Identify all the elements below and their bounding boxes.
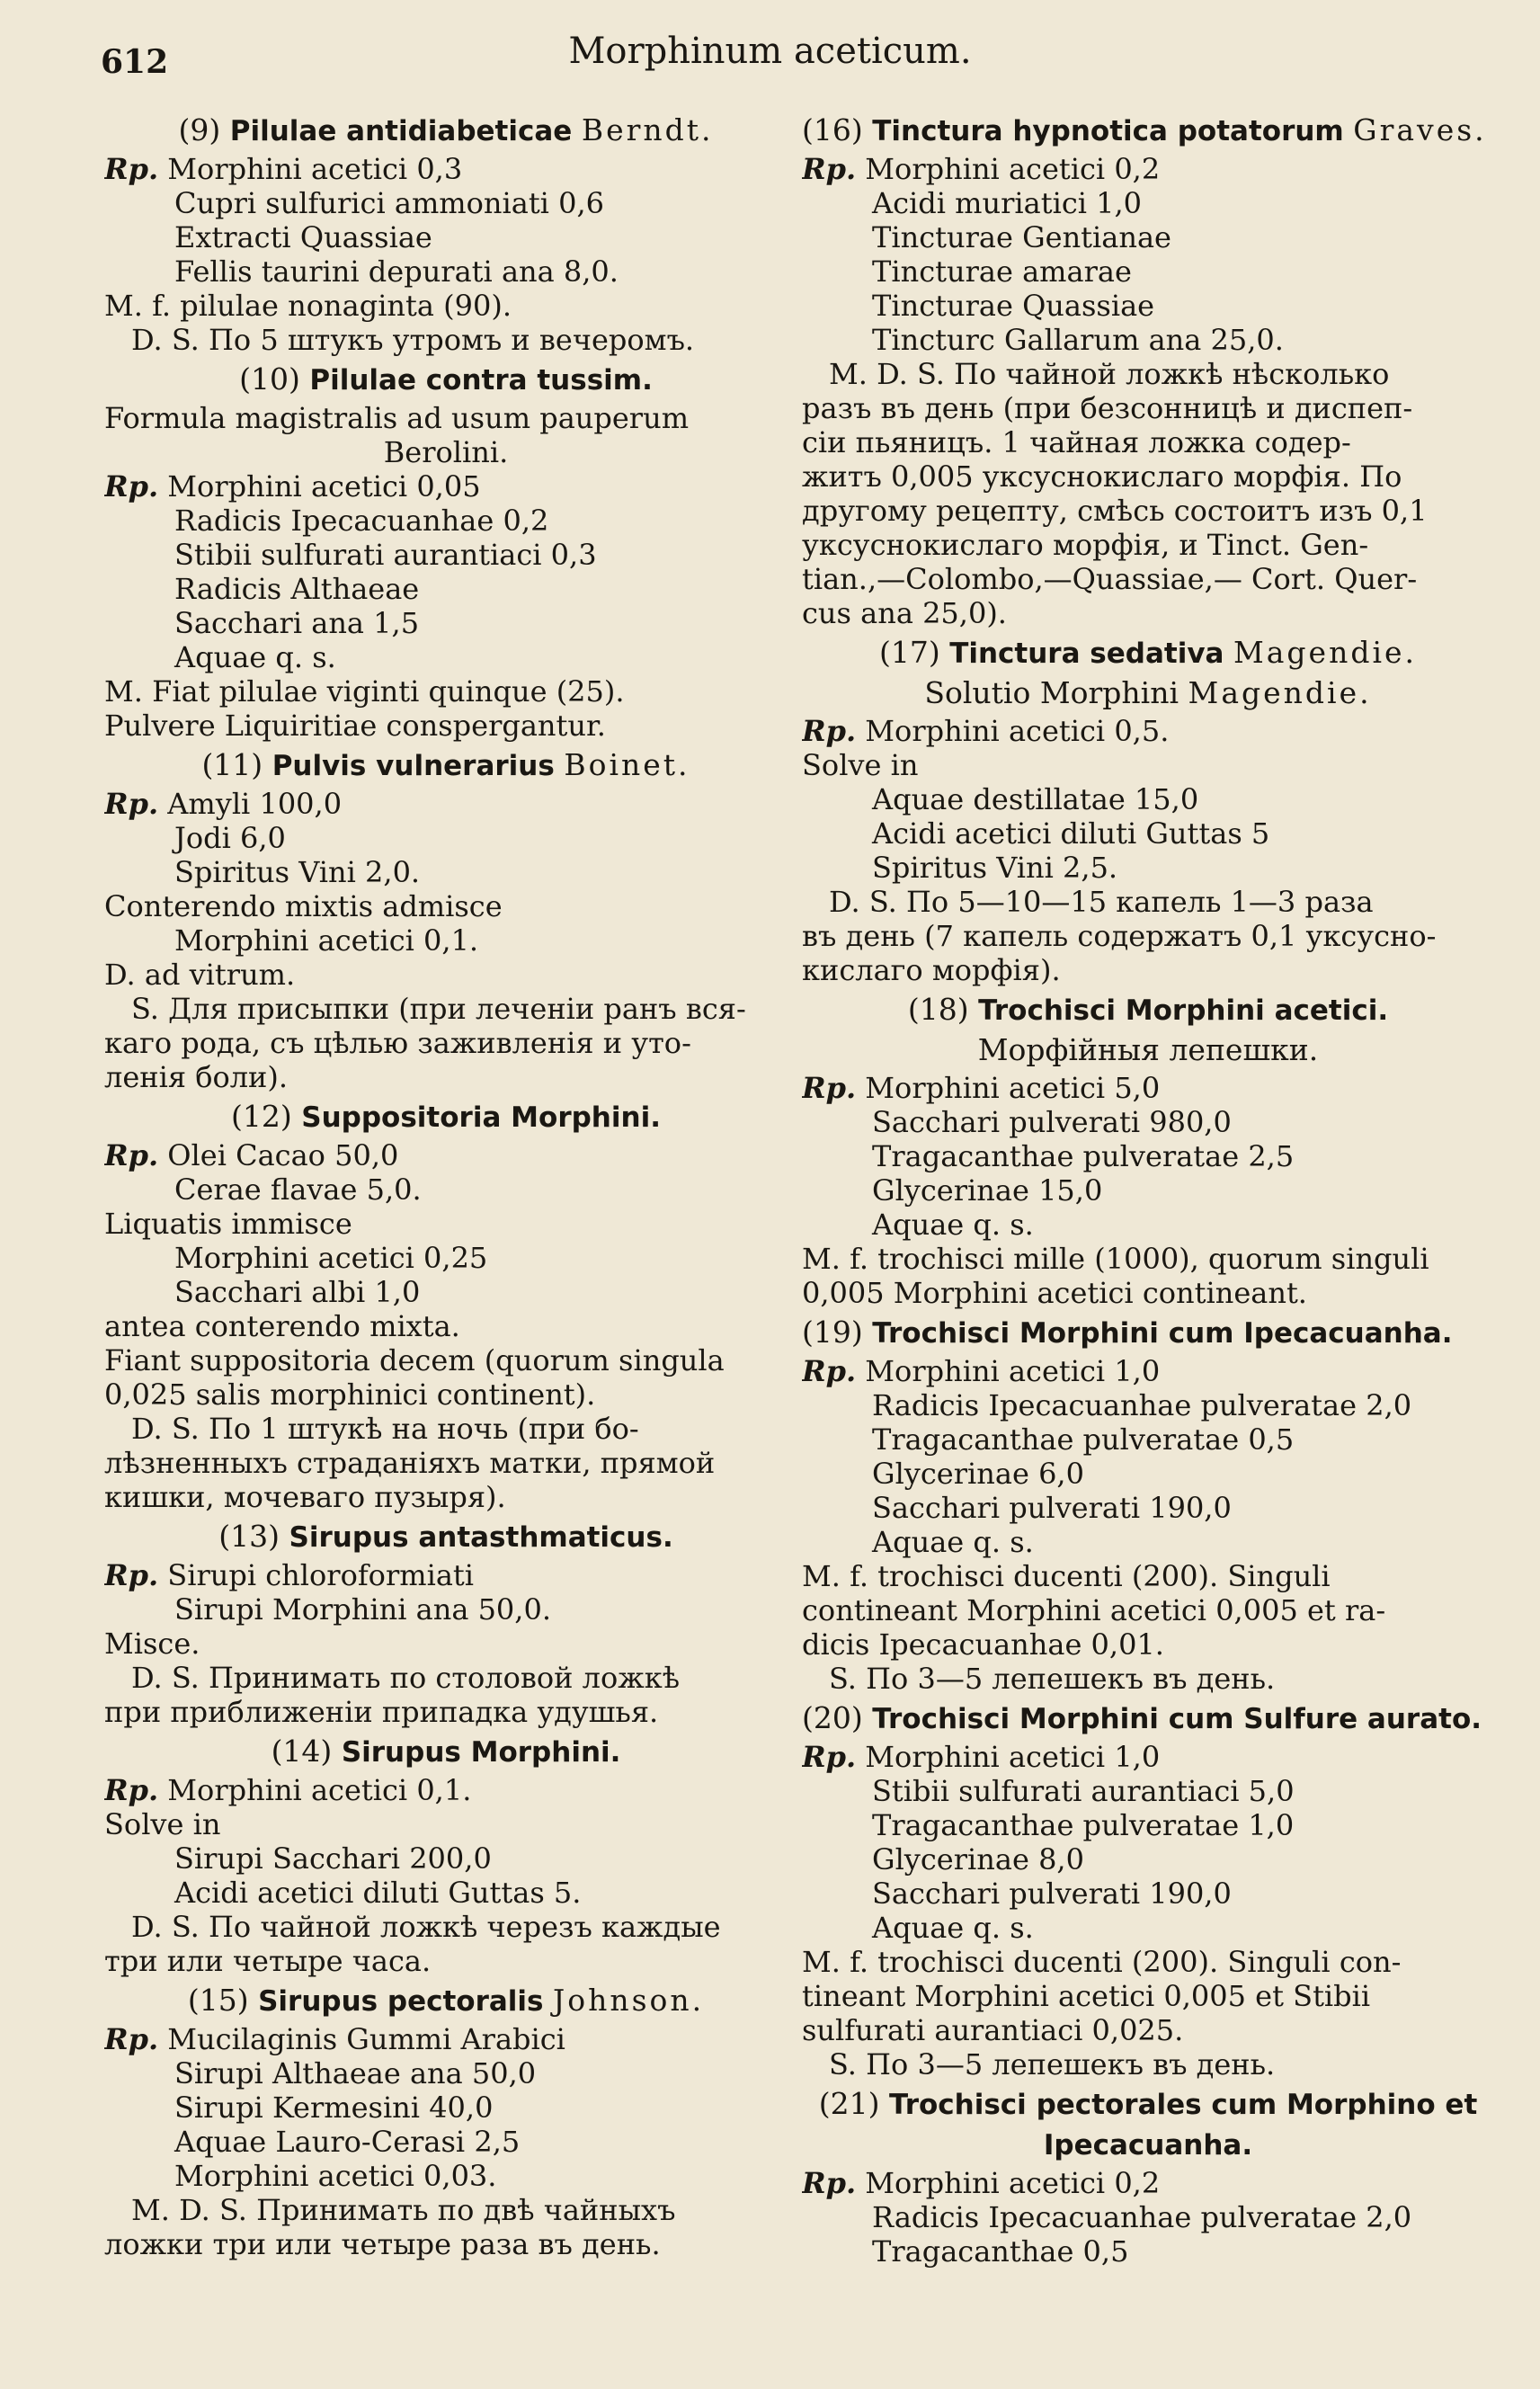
recipe-title: Sirupus pectoralis [258,1985,544,2018]
page-number: 612 [101,43,169,81]
line-text: Tincturc Gallarum ana 25,0. [872,323,1284,357]
recipe-title: Sirupus Morphini. [341,1736,621,1769]
line-text: sulfurati aurantiaci 0,025. [802,2013,1184,2047]
recipe-line [104,958,788,992]
recipe-line [104,640,788,674]
recipe-line [802,1559,1494,1593]
line-text: tian.,—Colombo,—Quassiae,— Cort. Quer- [802,562,1418,596]
line-text: разъ въ день (при безсонницѣ и диспеп- [802,391,1413,425]
line-text: dicis Ipecacuanhae 0,01. [802,1627,1164,1662]
recipe-title: Pulvis vulnerarius [272,750,555,782]
recipe-subtitle-text: Solutio Morphini [924,675,1179,710]
recipe-line [104,1876,788,1910]
recipe-line [802,425,1494,459]
line-text: Sacchari pulverati 980,0 [872,1105,1232,1139]
recipe-number: (16) [802,112,863,147]
recipe-line [802,1457,1494,1491]
recipe-line [104,469,788,504]
rp-mark: Rp. [802,2166,857,2200]
recipe-heading [802,993,1494,1028]
recipe-line [802,528,1494,562]
recipe-title: Tinctura sedativa [949,637,1224,670]
line-text: Tragacanthae pulveratae 0,5 [872,1422,1295,1457]
line-text: ленія боли). [104,1060,289,1094]
recipe-15 [104,1983,788,2261]
line-text: Misce. [104,1627,200,1661]
line-text: кислаго морфія). [802,953,1061,987]
line-text: Morphini acetici 0,25 [174,1241,488,1275]
recipe-author: Boinet. [564,747,690,782]
recipe-line [104,1343,788,1377]
line-text: житъ 0,005 уксуснокислаго морфія. По [802,459,1402,494]
recipe-line [802,289,1494,323]
recipe-line [104,1592,788,1627]
recipe-line [104,1480,788,1514]
recipe-line [104,186,788,220]
line-text: Stibii sulfurati aurantiaci 0,3 [174,538,597,572]
recipe-subtitle-author: Magendie. [1188,675,1372,710]
recipe-heading [104,1100,788,1135]
recipe-line [104,2022,788,2056]
recipe-11 [104,748,788,1094]
line-text: 0,005 Morphini acetici contineant. [802,1276,1307,1310]
line-text: Sirupi Althaeae ana 50,0 [174,2056,537,2090]
recipe-line [802,391,1494,425]
line-text: Formula magistralis ad usum pauperum [104,401,690,435]
line-text: M. f. trochisci ducenti (200). Singuli con- [802,1945,1402,1979]
recipe-line [802,1173,1494,1208]
line-text: Morphini acetici 0,1. [167,1773,472,1807]
recipe-author: Magendie. [1233,635,1418,670]
recipe-line [802,1242,1494,1276]
line-text: M. f. pilulae nonaginta (90). [104,289,512,323]
line-text: Amyli 100,0 [167,787,343,821]
recipe-title: Trochisci pectorales cum Morphino et [888,2089,1478,2121]
recipe-line [104,1773,788,1807]
recipe-line [104,1412,788,1446]
recipe-line [104,1241,788,1275]
recipe-line [802,1842,1494,1876]
line-text: Morphini acetici 1,0 [865,1354,1161,1388]
line-text: Radicis Ipecacuanhae pulveratae 2,0 [872,2200,1412,2234]
recipe-number: (15) [187,1983,249,2018]
recipe-heading [802,2087,1494,2122]
line-text: Morphini acetici 0,03. [174,2159,497,2193]
line-text: Acidi acetici diluti Guttas 5. [174,1876,582,1910]
recipe-line [104,1910,788,1944]
recipe-title: Suppositoria Morphini. [301,1101,661,1134]
recipe-line [802,1662,1494,1696]
recipe-heading [104,113,788,148]
recipe-line [104,992,788,1026]
line-text: Solve in [104,1807,221,1841]
line-text: S. Для присыпки (при леченіи ранъ вся- [131,992,746,1026]
line-text: Sacchari albi 1,0 [174,1275,421,1309]
recipe-line [802,1774,1494,1808]
running-title: Morphinum aceticum. [568,31,972,72]
recipe-9 [104,113,788,357]
line-text: ложки три или четыре раза въ день. [104,2227,661,2261]
line-text: при приближеніи припадка удушья. [104,1695,659,1729]
recipe-line [802,562,1494,596]
recipe-19 [802,1315,1494,1696]
recipe-line [802,459,1494,494]
recipe-heading [802,636,1494,671]
recipe-12 [104,1100,788,1514]
line-text: сіи пьяницъ. 1 чайная ложка содер- [802,425,1351,459]
recipe-heading [104,1734,788,1769]
left-column [104,108,788,2267]
recipe-line [802,1808,1494,1842]
recipe-14 [104,1734,788,1978]
recipe-line [104,2056,788,2090]
recipe-line [802,596,1494,630]
right-column [802,108,1494,2274]
recipe-line [802,816,1494,851]
recipe-line [104,1309,788,1343]
recipe-line [802,1208,1494,1242]
line-text: Jodi 6,0 [174,821,286,855]
recipe-line [104,1060,788,1094]
line-text: каго рода, съ цѣлью заживленія и уто- [104,1026,691,1060]
line-text: Morphini acetici 0,1. [174,923,479,958]
recipe-number: (10) [239,361,300,397]
recipe-line [104,1944,788,1978]
line-text: Glycerinae 6,0 [872,1457,1084,1491]
recipe-line [104,289,788,323]
recipe-number: (17) [878,635,940,670]
recipe-line [104,152,788,186]
recipe-line [802,1105,1494,1139]
recipe-line [104,606,788,640]
recipe-line [104,2090,788,2125]
line-text: въ день (7 капель содержатъ 0,1 уксусно- [802,919,1437,953]
recipe-number: (20) [802,1700,863,1735]
recipe-heading [802,1701,1494,1736]
line-text: Berolini. [383,435,509,469]
line-text: Tincturae Gentianae [872,220,1171,254]
recipe-line [104,254,788,289]
line-text: Sacchari ana 1,5 [174,606,420,640]
recipe-line [802,1740,1494,1774]
recipe-line [802,919,1494,953]
recipe-line [802,1593,1494,1627]
line-text: Glycerinae 15,0 [872,1173,1103,1208]
rp-mark: Rp. [802,714,857,748]
recipe-line [104,1377,788,1412]
recipe-21 [802,2087,1494,2269]
recipe-line [802,1422,1494,1457]
recipe-line [104,2227,788,2261]
recipe-line [104,1695,788,1729]
recipe-line [802,254,1494,289]
recipe-line [104,1661,788,1695]
rp-mark: Rp. [104,1773,159,1807]
line-text: Conterendo mixtis admisce [104,889,503,923]
recipe-line [104,821,788,855]
line-text: Mucilaginis Gummi Arabici [167,2022,565,2056]
line-text: Aquae q. s. [872,1208,1034,1242]
recipe-heading [104,1983,788,2019]
recipe-line [802,782,1494,816]
rp-mark: Rp. [104,1138,159,1172]
line-text: Tincturae Quassiae [872,289,1155,323]
line-text: Liquatis immisce [104,1207,352,1241]
recipe-line [104,855,788,889]
line-text: Sacchari pulverati 190,0 [872,1876,1232,1911]
line-text: D. S. По 5—10—15 капель 1—3 раза [829,885,1374,919]
recipe-line [802,748,1494,782]
recipe-16 [802,113,1494,630]
recipe-line [802,2200,1494,2234]
recipe-17 [802,636,1494,987]
line-text: D. S. Принимать по столовой ложкѣ [131,1661,680,1695]
recipe-heading [802,1315,1494,1350]
recipe-line [802,885,1494,919]
rp-mark: Rp. [802,1354,857,1388]
recipe-heading [104,748,788,783]
recipe-number: (14) [271,1734,333,1769]
line-text: S. По 3—5 лепешекъ въ день. [829,2047,1276,2081]
recipe-line [104,709,788,743]
line-text: Stibii sulfurati aurantiaci 5,0 [872,1774,1295,1808]
recipe-10 [104,362,788,743]
line-text: Tragacanthae pulveratae 1,0 [872,1808,1295,1842]
recipe-line [802,851,1494,885]
line-text: M. Fiat pilulae viginti quinque (25). [104,674,625,709]
rp-mark: Rp. [802,1740,857,1774]
recipe-line [104,2125,788,2159]
line-text: другому рецепту, смѣсь состоитъ изъ 0,1 [802,494,1428,528]
recipe-line [104,1841,788,1876]
recipe-13 [104,1520,788,1729]
recipe-line [104,674,788,709]
recipe-title-continued: Ipecacuanha. [1043,2129,1253,2162]
recipe-heading [104,1520,788,1555]
line-text: Tragacanthae 0,5 [872,2234,1129,2269]
line-text: Olei Cacao 50,0 [167,1138,399,1172]
recipe-line [802,1354,1494,1388]
recipe-line [802,714,1494,748]
recipe-author: Graves. [1353,112,1487,147]
recipe-line [802,953,1494,987]
line-text: Pulvere Liquiritiae conspergantur. [104,709,606,743]
line-text: Acidi muriatici 1,0 [872,186,1143,220]
recipe-line [104,435,788,469]
rp-mark: Rp. [802,152,857,186]
line-text: Radicis Ipecacuanhae pulveratae 2,0 [872,1388,1412,1422]
recipe-line [802,2047,1494,2081]
line-text: M. D. S. По чайной ложкѣ нѣсколько [829,357,1390,391]
recipe-line [104,1627,788,1661]
rp-mark: Rp. [104,469,159,504]
recipe-line [104,1807,788,1841]
line-text: Spiritus Vini 2,5. [872,851,1118,885]
line-text: tineant Morphini acetici 0,005 et Stibii [802,1979,1371,2013]
recipe-line [802,2166,1494,2200]
line-text: D. S. По 1 штукѣ на ночь (при бо- [131,1412,639,1446]
line-text: Sirupi Morphini ana 50,0. [174,1592,551,1627]
recipe-line [802,1276,1494,1310]
line-text: Tragacanthae pulveratae 2,5 [872,1139,1295,1173]
recipe-author: Johnson. [553,1983,705,2018]
recipe-18 [802,993,1494,1310]
line-text: Aquae q. s. [872,1911,1034,1945]
line-text: Morphini acetici 0,2 [865,2166,1161,2200]
line-text: Morphini acetici 5,0 [865,1071,1161,1105]
line-text: Aquae q. s. [174,640,336,674]
line-text: Tincturae amarae [872,254,1132,289]
recipe-line [802,494,1494,528]
recipe-line [104,401,788,435]
line-text: Morphini acetici 1,0 [865,1740,1161,1774]
line-text: Radicis Althaeae [174,572,420,606]
recipe-line [104,2193,788,2227]
recipe-line [104,889,788,923]
line-text: M. D. S. Принимать по двѣ чайныхъ [131,2193,676,2227]
recipe-number: (12) [231,1099,292,1134]
line-text: Sirupi chloroformiati [167,1558,474,1592]
recipe-line [104,572,788,606]
recipe-number: (13) [218,1519,280,1554]
recipe-line [802,1139,1494,1173]
recipe-line [104,1138,788,1172]
line-text: Cupri sulfurici ammoniati 0,6 [174,186,604,220]
recipe-subtitle-text: Морфійныя лепешки. [977,1032,1319,1067]
line-text: cus ana 25,0). [802,596,1007,630]
recipe-line [104,504,788,538]
recipe-line [802,152,1494,186]
recipe-line [802,220,1494,254]
rp-mark: Rp. [104,152,159,186]
line-text: Morphini acetici 0,2 [865,152,1161,186]
recipe-line [802,1071,1494,1105]
recipe-number: (18) [907,992,969,1027]
recipe-line [802,1491,1494,1525]
line-text: M. f. trochisci ducenti (200). Singuli [802,1559,1331,1593]
recipe-title: Trochisci Morphini cum Sulfure aurato. [872,1703,1482,1735]
recipe-heading [104,362,788,397]
recipe-line [802,1979,1494,2013]
line-text: S. По 3—5 лепешекъ въ день. [829,1662,1276,1696]
line-text: Aquae Lauro-Cerasi 2,5 [174,2125,521,2159]
recipe-number: (11) [201,747,263,782]
line-text: кишки, мочеваго пузыря). [104,1480,506,1514]
recipe-title: Pilulae antidiabeticae [229,115,573,147]
line-text: Aquae destillatae 15,0 [872,782,1199,816]
recipe-line [104,1207,788,1241]
line-text: Sirupi Sacchari 200,0 [174,1841,492,1876]
recipe-line [802,357,1494,391]
recipe-heading [802,113,1494,148]
line-text: Solve in [802,748,919,782]
recipe-line [104,323,788,357]
line-text: Morphini acetici 0,5. [865,714,1170,748]
line-text: 0,025 salis morphinici continent). [104,1377,596,1412]
recipe-line [802,1945,1494,1979]
line-text: contineant Morphini acetici 0,005 et ra- [802,1593,1386,1627]
recipe-line [802,1627,1494,1662]
line-text: Glycerinae 8,0 [872,1842,1084,1876]
page-header [0,27,1540,81]
recipe-line [104,538,788,572]
line-text: M. f. trochisci mille (1000), quorum singuli [802,1242,1429,1276]
recipe-line [104,1558,788,1592]
rp-mark: Rp. [802,1071,857,1105]
recipe-line [104,1026,788,1060]
recipe-heading-continued [802,2127,1494,2162]
recipe-subtitle [802,1033,1494,1067]
line-text: D. S. По чайной ложкѣ черезъ каждые [131,1910,721,1944]
recipe-line [104,1446,788,1480]
recipe-title: Trochisci Morphini acetici. [978,994,1389,1027]
recipe-subtitle [802,676,1494,710]
line-text: Sacchari pulverati 190,0 [872,1491,1232,1525]
recipe-number: (9) [178,112,221,147]
line-text: Sirupi Kermesini 40,0 [174,2090,494,2125]
recipe-title: Trochisci Morphini cum Ipecacuanha. [872,1317,1453,1350]
rp-mark: Rp. [104,787,159,821]
recipe-20 [802,1701,1494,2081]
line-text: Acidi acetici diluti Guttas 5 [872,816,1270,851]
recipe-title: Sirupus antasthmaticus. [289,1521,673,1554]
recipe-line [104,220,788,254]
rp-mark: Rp. [104,1558,159,1592]
line-text: Fiant suppositoria decem (quorum singula [104,1343,725,1377]
recipe-line [104,1172,788,1207]
line-text: D. ad vitrum. [104,958,296,992]
line-text: Extracti Quassiae [174,220,432,254]
recipe-line [802,1911,1494,1945]
recipe-line [802,2013,1494,2047]
recipe-line [802,186,1494,220]
line-text: D. S. По 5 штукъ утромъ и вечеромъ. [131,323,695,357]
line-text: лѣзненныхъ страданіяхъ матки, прямой [104,1446,716,1480]
recipe-number: (19) [802,1315,863,1350]
recipe-line [802,1388,1494,1422]
recipe-line [104,923,788,958]
line-text: уксуснокислаго морфія, и Tinct. Gen- [802,528,1369,562]
line-text: Spiritus Vini 2,0. [174,855,421,889]
recipe-title: Pilulae contra tussim. [309,364,653,397]
recipe-author: Berndt. [581,112,714,147]
line-text: Radicis Ipecacuanhae 0,2 [174,504,549,538]
recipe-line [104,1275,788,1309]
line-text: Morphini acetici 0,05 [167,469,481,504]
line-text: Aquae q. s. [872,1525,1034,1559]
line-text: antea conterendo mixta. [104,1309,460,1343]
recipe-line [802,1876,1494,1911]
recipe-line [104,787,788,821]
recipe-line [802,2234,1494,2269]
line-text: три или четыре часа. [104,1944,432,1978]
recipe-line [104,2159,788,2193]
line-text: Cerae flavae 5,0. [174,1172,422,1207]
recipe-line [802,323,1494,357]
line-text: Fellis taurini depurati ana 8,0. [174,254,619,289]
recipe-line [802,1525,1494,1559]
line-text: Morphini acetici 0,3 [167,152,463,186]
recipe-number: (21) [818,2086,880,2121]
rp-mark: Rp. [104,2022,159,2056]
recipe-title: Tinctura hypnotica potatorum [872,115,1344,147]
